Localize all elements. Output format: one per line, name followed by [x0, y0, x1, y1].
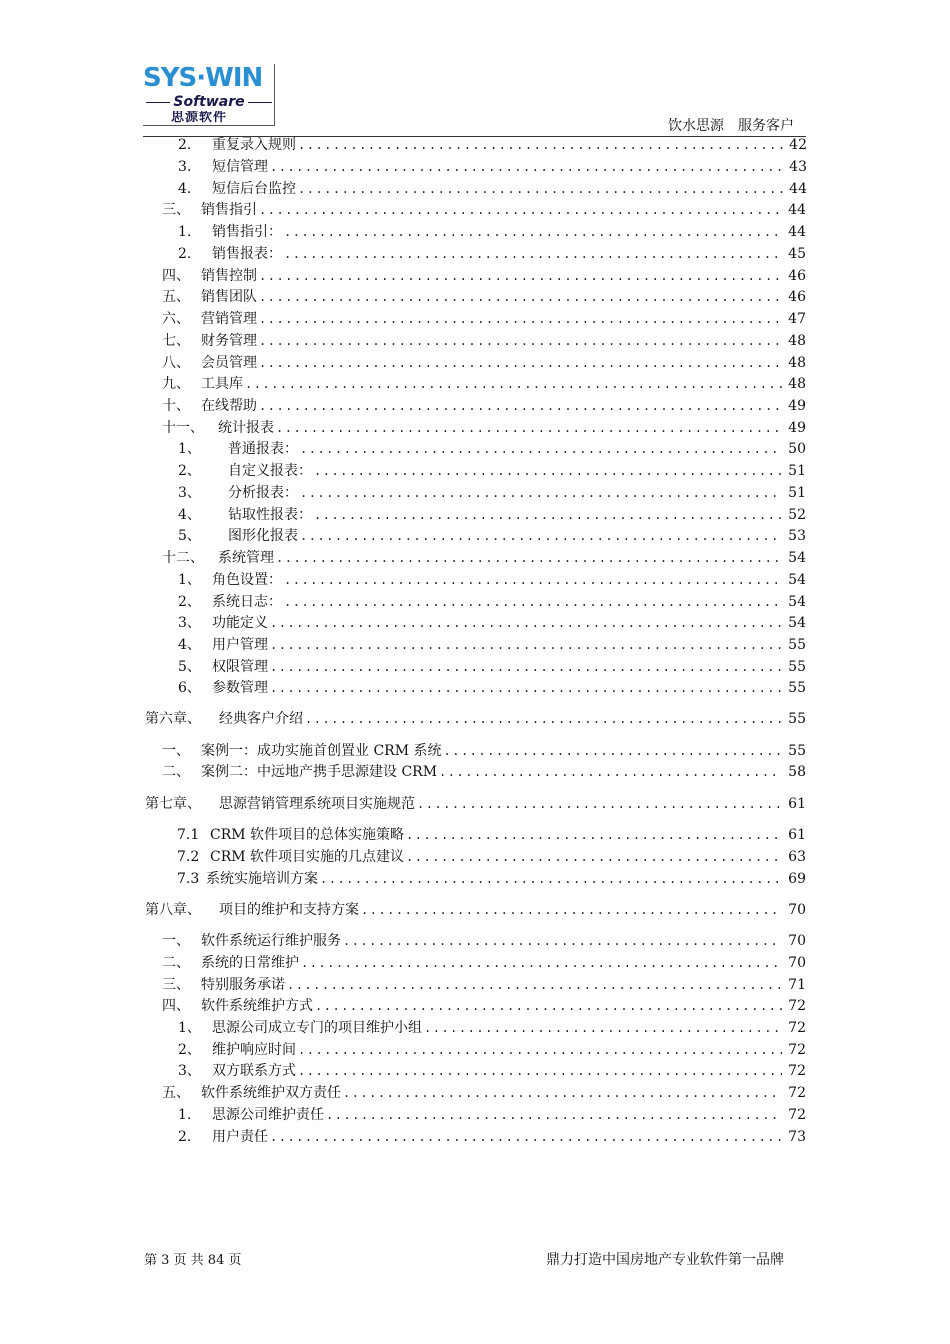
- toc-number: 4、: [178, 507, 201, 523]
- toc-page: 63: [788, 849, 806, 865]
- toc-number: 三、: [162, 202, 190, 218]
- toc-leader: [424, 1018, 782, 1038]
- toc-leader: [300, 526, 782, 546]
- toc-entry[interactable]: [178, 179, 807, 199]
- toc-leader: [361, 900, 782, 920]
- toc-entry[interactable]: [177, 869, 806, 889]
- toc-leader: [284, 570, 782, 590]
- toc-page: 46: [788, 268, 806, 284]
- toc-entry[interactable]: [162, 374, 806, 394]
- toc-leader: [315, 996, 782, 1016]
- toc-entry[interactable]: [162, 287, 806, 307]
- toc-entry[interactable]: [178, 439, 806, 459]
- toc-title: 重复录入规则: [212, 137, 296, 153]
- toc-entry[interactable]: [178, 135, 807, 155]
- toc-leader: [300, 483, 782, 503]
- toc-page: 72: [788, 1085, 806, 1101]
- toc-number: 2、: [178, 1042, 201, 1058]
- toc-title: 经典客户介绍: [219, 711, 303, 727]
- toc-title: 功能定义: [212, 615, 268, 631]
- toc-number: 2、: [178, 594, 201, 610]
- toc-entry[interactable]: [178, 635, 806, 655]
- toc-page: 44: [788, 202, 806, 218]
- toc-entry[interactable]: [178, 1040, 806, 1060]
- toc-leader: [259, 266, 782, 286]
- toc-title: 用户管理: [212, 637, 268, 653]
- toc-entry[interactable]: [162, 1083, 806, 1103]
- toc-leader: [270, 613, 782, 633]
- toc-title: 案例二：中远地产携手思源建设 CRM: [201, 764, 438, 780]
- toc-title: CRM 软件项目的总体实施策略: [210, 827, 405, 843]
- toc-entry[interactable]: [178, 157, 807, 177]
- toc-entry[interactable]: [178, 678, 806, 698]
- toc-entry[interactable]: [178, 526, 806, 546]
- toc-entry[interactable]: [162, 418, 806, 438]
- toc-page: 44: [788, 224, 806, 240]
- toc-number: 第六章、: [145, 711, 201, 727]
- toc-title: 思源营销管理系统项目实施规范: [219, 796, 415, 812]
- toc-number: 二、: [162, 764, 190, 780]
- toc-title: 钻取性报表：: [228, 507, 312, 523]
- toc-entry[interactable]: [162, 548, 806, 568]
- toc-leader: [276, 418, 782, 438]
- toc-number: 三、: [162, 977, 190, 993]
- toc-page: 73: [788, 1129, 806, 1145]
- footer-page-info: 第 3 页 共 84 页: [144, 1253, 242, 1268]
- toc-title: 维护响应时间: [212, 1042, 296, 1058]
- toc-page: 55: [788, 711, 806, 727]
- toc-entry[interactable]: [162, 200, 806, 220]
- toc-leader: [439, 762, 782, 782]
- toc-entry[interactable]: [178, 613, 806, 633]
- toc-page: 49: [788, 420, 806, 436]
- toc-page: 54: [788, 550, 806, 566]
- toc-title: 权限管理: [212, 659, 268, 675]
- toc-number: 3、: [178, 485, 201, 501]
- toc-page: 72: [788, 1063, 806, 1079]
- toc-entry[interactable]: [178, 1105, 806, 1125]
- toc-leader: [314, 461, 782, 481]
- toc-number: 1.: [178, 224, 192, 240]
- toc-leader: [276, 548, 782, 568]
- toc-title: 普通报表：: [228, 441, 298, 457]
- toc-title: 思源公司维护责任: [212, 1107, 324, 1123]
- toc-number: 1.: [178, 1107, 192, 1123]
- toc-title: 案例一：成功实施首创置业 CRM 系统: [201, 743, 442, 759]
- toc-number: 一、: [162, 933, 190, 949]
- toc-number: 1、: [178, 1020, 201, 1036]
- logo-wordmark: SYS·WIN: [143, 64, 275, 92]
- toc-entry[interactable]: [177, 825, 806, 845]
- toc-page: 51: [788, 463, 806, 479]
- toc-leader: [406, 825, 782, 845]
- toc-number: 十一、: [162, 420, 204, 436]
- toc-page: 49: [788, 398, 806, 414]
- toc-leader: [270, 1127, 782, 1147]
- toc-number: 十二、: [162, 550, 204, 566]
- toc-title: 销售控制: [201, 268, 257, 284]
- toc-leader: [270, 157, 783, 177]
- toc-number: 四、: [162, 998, 190, 1014]
- toc-leader: [406, 847, 782, 867]
- toc-page: 48: [788, 355, 806, 371]
- toc-number: 第七章、: [145, 796, 201, 812]
- toc-entry[interactable]: [178, 505, 806, 525]
- toc-title: 特别服务承诺: [201, 977, 285, 993]
- toc-leader: [314, 505, 782, 525]
- toc-entry[interactable]: [162, 762, 806, 782]
- toc-title: 工具库: [201, 376, 243, 392]
- toc-page: 52: [788, 507, 806, 523]
- toc-title: 财务管理: [201, 333, 257, 349]
- toc-page: 48: [788, 376, 806, 392]
- toc-number: 十、: [162, 398, 190, 414]
- toc-leader: [320, 869, 782, 889]
- toc-title: 自定义报表：: [228, 463, 312, 479]
- toc-entry[interactable]: [162, 996, 806, 1016]
- toc-title: 短信后台监控: [212, 181, 296, 197]
- toc-title: 角色设置：: [212, 572, 282, 588]
- toc-leader: [305, 709, 782, 729]
- toc-entry[interactable]: [178, 570, 806, 590]
- toc-title: 会员管理: [201, 355, 257, 371]
- toc-page: 55: [788, 743, 806, 759]
- toc-entry[interactable]: [162, 953, 806, 973]
- toc-title: 在线帮助: [201, 398, 257, 414]
- toc-title: 思源公司成立专门的项目维护小组: [212, 1020, 422, 1036]
- toc-title: 软件系统维护方式: [201, 998, 313, 1014]
- toc-page: 45: [788, 246, 806, 262]
- toc-entry[interactable]: [162, 309, 806, 329]
- toc-number: 3、: [178, 615, 201, 631]
- toc-page: 61: [788, 796, 806, 812]
- toc-title: 销售指引：: [212, 224, 282, 240]
- toc-entry[interactable]: [162, 396, 806, 416]
- toc-leader: [444, 741, 783, 761]
- toc-chapter-entry[interactable]: [145, 900, 806, 920]
- toc-number: 4.: [178, 181, 192, 197]
- toc-page: 55: [788, 680, 806, 696]
- toc-entry[interactable]: [177, 847, 806, 867]
- toc-number: 四、: [162, 268, 190, 284]
- toc-entry[interactable]: [162, 975, 806, 995]
- toc-number: 六、: [162, 311, 190, 327]
- toc-page: 53: [788, 528, 806, 544]
- toc-entry[interactable]: [178, 1127, 806, 1147]
- toc-entry[interactable]: [178, 483, 806, 503]
- toc-number: 6、: [178, 680, 201, 696]
- toc-number: 2.: [178, 246, 192, 262]
- toc-leader: [259, 287, 782, 307]
- toc-page: 72: [788, 1020, 806, 1036]
- toc-number: 3.: [178, 159, 192, 175]
- toc-page: 72: [788, 998, 806, 1014]
- toc-leader: [284, 244, 782, 264]
- toc-number: 2.: [178, 137, 192, 153]
- toc-title: 项目的维护和支持方案: [219, 902, 359, 918]
- toc-page: 50: [788, 441, 806, 457]
- toc-page: 72: [788, 1107, 806, 1123]
- toc-leader: [298, 135, 783, 155]
- toc-title: 用户责任: [212, 1129, 268, 1145]
- toc-leader: [259, 396, 782, 416]
- toc-chapter-entry[interactable]: [145, 794, 806, 814]
- toc-page: 46: [788, 289, 806, 305]
- toc-title: 分析报表：: [228, 485, 298, 501]
- toc-number: 1、: [178, 572, 201, 588]
- toc-entry[interactable]: [178, 222, 806, 242]
- toc-number: 五、: [162, 1085, 190, 1101]
- toc-page: 47: [788, 311, 806, 327]
- toc-leader: [270, 635, 782, 655]
- toc-number: 5、: [178, 659, 201, 675]
- toc-number: 2.: [178, 1129, 192, 1145]
- toc-title: 系统日志：: [212, 594, 282, 610]
- toc-page: 61: [788, 827, 806, 843]
- toc-page: 42: [789, 137, 807, 153]
- toc-leader: [298, 1040, 782, 1060]
- toc-entry[interactable]: [178, 244, 806, 264]
- toc-entry[interactable]: [178, 657, 806, 677]
- toc-page: 69: [788, 871, 806, 887]
- toc-entry[interactable]: [162, 266, 806, 286]
- toc-title: 图形化报表: [228, 528, 298, 544]
- toc-title: 系统管理: [218, 550, 274, 566]
- toc-leader: [301, 953, 782, 973]
- toc-page: 58: [788, 764, 806, 780]
- toc-entry[interactable]: [178, 1018, 806, 1038]
- toc-title: 销售指引: [201, 202, 257, 218]
- toc-page: 44: [789, 181, 807, 197]
- toc-entry[interactable]: [162, 741, 806, 761]
- toc-page: 70: [788, 955, 806, 971]
- toc-leader: [298, 1061, 782, 1081]
- toc-page: 54: [788, 572, 806, 588]
- toc-page: 55: [788, 637, 806, 653]
- toc-number: 7.1: [177, 827, 200, 843]
- toc-number: 1、: [178, 441, 201, 457]
- toc-title: 销售团队: [201, 289, 257, 305]
- toc-entry[interactable]: [178, 592, 806, 612]
- header-motto: 饮水思源 服务客户: [668, 118, 794, 134]
- toc-number: 7.3: [177, 871, 200, 887]
- logo-chinese-label: 思源软件: [171, 111, 228, 125]
- toc-title: 销售报表：: [212, 246, 282, 262]
- toc-number: 一、: [162, 743, 190, 759]
- toc-leader: [245, 374, 782, 394]
- toc-title: 软件系统运行维护服务: [201, 933, 341, 949]
- toc-page: 48: [788, 333, 806, 349]
- logo-software-label: Software: [143, 93, 275, 111]
- toc-title: 系统实施培训方案: [206, 871, 318, 887]
- toc-number: 八、: [162, 355, 190, 371]
- toc-number: 七、: [162, 333, 190, 349]
- toc-title: 短信管理: [212, 159, 268, 175]
- toc-page: 54: [788, 594, 806, 610]
- toc-title: 软件系统维护双方责任: [201, 1085, 341, 1101]
- toc-leader: [300, 439, 782, 459]
- toc-number: 二、: [162, 955, 190, 971]
- toc-leader: [284, 592, 782, 612]
- toc-page: 70: [788, 902, 806, 918]
- toc-number: 五、: [162, 289, 190, 305]
- toc-leader: [259, 309, 782, 329]
- footer-slogan: 鼎力打造中国房地产专业软件第一品牌: [546, 1252, 784, 1268]
- toc-entry[interactable]: [162, 331, 806, 351]
- toc-leader: [343, 1083, 782, 1103]
- toc-title: CRM 软件项目实施的几点建议: [210, 849, 405, 865]
- toc-leader: [343, 931, 782, 951]
- toc-number: 2、: [178, 463, 201, 479]
- toc-title: 参数管理: [212, 680, 268, 696]
- toc-leader: [259, 353, 782, 373]
- toc-page: 51: [788, 485, 806, 501]
- toc-page: 43: [789, 159, 807, 175]
- toc-page: 72: [788, 1042, 806, 1058]
- toc-entry[interactable]: [178, 1061, 806, 1081]
- toc-leader: [287, 975, 782, 995]
- toc-title: 统计报表: [218, 420, 274, 436]
- toc-leader: [270, 657, 782, 677]
- toc-number: 7.2: [177, 849, 200, 865]
- toc-entry[interactable]: [162, 931, 806, 951]
- toc-leader: [270, 678, 782, 698]
- toc-number: 九、: [162, 376, 190, 392]
- toc-number: 4、: [178, 637, 201, 653]
- toc-leader: [326, 1105, 782, 1125]
- toc-leader: [417, 794, 782, 814]
- toc-leader: [259, 331, 782, 351]
- toc-page: 55: [788, 659, 806, 675]
- toc-leader: [298, 179, 783, 199]
- toc-leader: [284, 222, 782, 242]
- logo: [143, 64, 275, 126]
- toc-number: 5、: [178, 528, 201, 544]
- toc-title: 双方联系方式: [212, 1063, 296, 1079]
- toc-entry[interactable]: [178, 461, 806, 481]
- toc-leader: [259, 200, 782, 220]
- toc-page: 71: [788, 977, 806, 993]
- toc-entry[interactable]: [162, 353, 806, 373]
- toc-page: 54: [788, 615, 806, 631]
- toc-title: 系统的日常维护: [201, 955, 299, 971]
- toc-number: 3、: [178, 1063, 201, 1079]
- toc-chapter-entry[interactable]: [145, 709, 806, 729]
- toc-number: 第八章、: [145, 902, 201, 918]
- toc-page: 70: [788, 933, 806, 949]
- toc-title: 营销管理: [201, 311, 257, 327]
